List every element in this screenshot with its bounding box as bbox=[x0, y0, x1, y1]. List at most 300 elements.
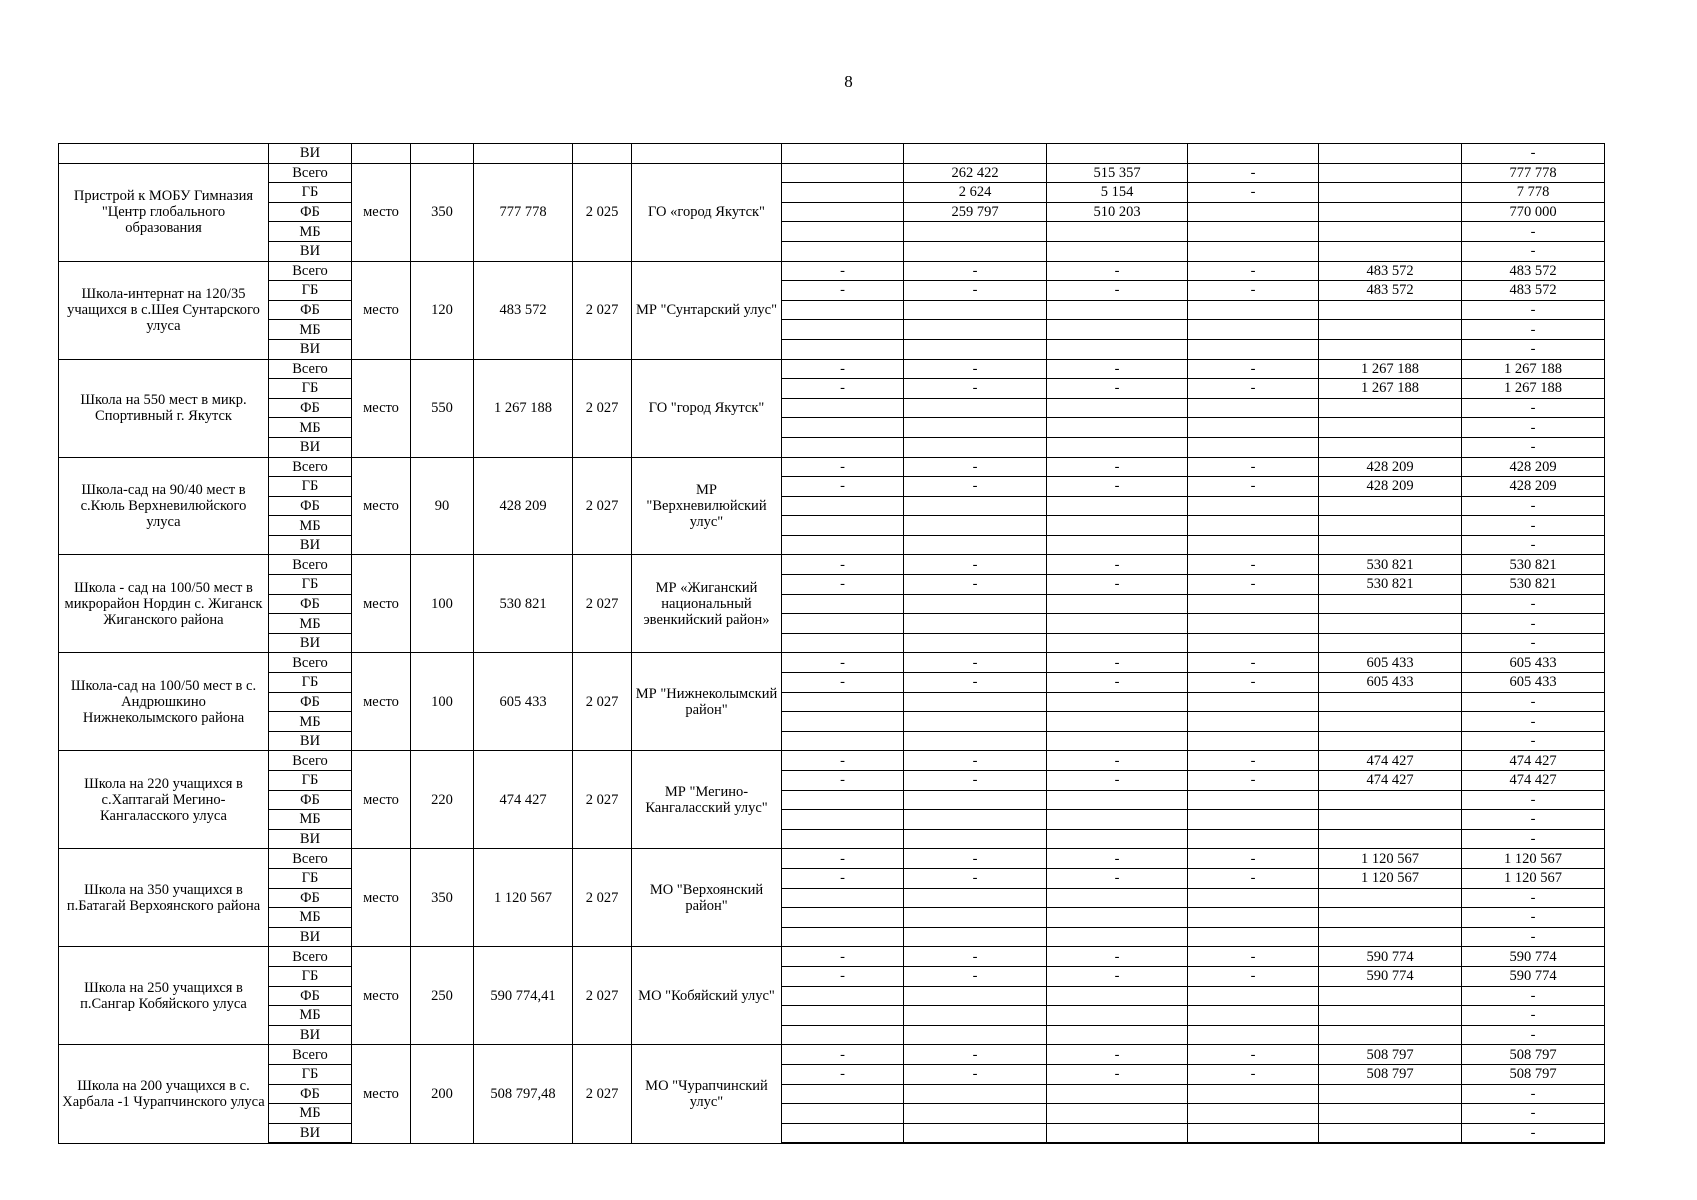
value-cell: - bbox=[782, 281, 904, 301]
project-name-cell: Школа - сад на 100/50 мест в микрорайон Нордин с. Жиганск Жиганского района bbox=[59, 555, 269, 653]
value-cell: 590 774 bbox=[1319, 947, 1462, 967]
total-cell: 1 267 188 bbox=[1462, 379, 1605, 399]
value-cell bbox=[1188, 633, 1319, 653]
table-row bbox=[59, 888, 1605, 908]
value-cell bbox=[1319, 437, 1462, 457]
table-row bbox=[59, 868, 1605, 888]
table-row bbox=[59, 614, 1605, 634]
funding-source-cell: МБ bbox=[269, 222, 352, 242]
value-cell: - bbox=[1047, 457, 1188, 477]
municipality-cell: МР "Сунтарский улус" bbox=[632, 261, 782, 359]
funding-source-cell: ФБ bbox=[269, 496, 352, 516]
cost-cell: 474 427 bbox=[474, 751, 573, 849]
value-cell: - bbox=[904, 1064, 1047, 1084]
value-cell bbox=[904, 1104, 1047, 1124]
funding-source-cell: ГБ bbox=[269, 771, 352, 791]
value-cell: 530 821 bbox=[1319, 555, 1462, 575]
value-cell bbox=[782, 829, 904, 849]
value-cell bbox=[782, 908, 904, 928]
value-cell: - bbox=[904, 751, 1047, 771]
funding-source-cell: ГБ bbox=[269, 673, 352, 693]
value-cell: - bbox=[782, 849, 904, 869]
value-cell bbox=[782, 1084, 904, 1104]
value-cell bbox=[1188, 437, 1319, 457]
table-row bbox=[59, 927, 1605, 947]
value-cell: - bbox=[782, 966, 904, 986]
total-cell: 530 821 bbox=[1462, 555, 1605, 575]
value-cell: - bbox=[1188, 477, 1319, 497]
value-cell: 605 433 bbox=[1319, 673, 1462, 693]
value-cell bbox=[782, 594, 904, 614]
value-cell bbox=[1188, 339, 1319, 359]
value-cell: - bbox=[1188, 771, 1319, 791]
value-cell: 605 433 bbox=[1319, 653, 1462, 673]
capacity-cell: 100 bbox=[411, 653, 474, 751]
year-cell bbox=[573, 144, 632, 164]
funding-source-cell: Всего bbox=[269, 261, 352, 281]
value-cell bbox=[904, 437, 1047, 457]
value-cell: - bbox=[1188, 379, 1319, 399]
value-cell: - bbox=[782, 359, 904, 379]
project-name-cell: Пристрой к МОБУ Гимназия "Центр глобального образования bbox=[59, 163, 269, 261]
funding-source-cell: Всего bbox=[269, 947, 352, 967]
capacity-cell: 120 bbox=[411, 261, 474, 359]
table-row bbox=[59, 771, 1605, 791]
value-cell bbox=[1319, 222, 1462, 242]
funding-source-cell: МБ bbox=[269, 614, 352, 634]
value-cell bbox=[782, 437, 904, 457]
value-cell bbox=[904, 418, 1047, 438]
value-cell bbox=[782, 1006, 904, 1026]
value-cell bbox=[1188, 986, 1319, 1006]
value-cell: 259 797 bbox=[904, 202, 1047, 222]
value-cell: - bbox=[1188, 966, 1319, 986]
value-cell: - bbox=[1188, 359, 1319, 379]
year-cell: 2 027 bbox=[573, 261, 632, 359]
table-row bbox=[59, 947, 1605, 967]
funding-source-cell: ФБ bbox=[269, 986, 352, 1006]
funding-source-cell: ГБ bbox=[269, 575, 352, 595]
value-cell bbox=[1047, 712, 1188, 732]
municipality-cell bbox=[632, 144, 782, 164]
unit-cell: место bbox=[352, 849, 411, 947]
value-cell bbox=[1319, 418, 1462, 438]
table-row bbox=[59, 261, 1605, 281]
table-row bbox=[59, 418, 1605, 438]
total-cell: - bbox=[1462, 496, 1605, 516]
value-cell: - bbox=[782, 575, 904, 595]
value-cell bbox=[1047, 339, 1188, 359]
value-cell bbox=[1319, 496, 1462, 516]
value-cell: - bbox=[1188, 1064, 1319, 1084]
value-cell bbox=[1047, 810, 1188, 830]
value-cell: - bbox=[782, 947, 904, 967]
table-row bbox=[59, 359, 1605, 379]
value-cell: - bbox=[1188, 163, 1319, 183]
total-cell: - bbox=[1462, 1084, 1605, 1104]
value-cell bbox=[1188, 320, 1319, 340]
value-cell bbox=[1319, 1006, 1462, 1026]
table-row bbox=[59, 712, 1605, 732]
unit-cell: место bbox=[352, 751, 411, 849]
total-cell: - bbox=[1462, 1006, 1605, 1026]
value-cell bbox=[904, 1084, 1047, 1104]
value-cell: - bbox=[904, 868, 1047, 888]
table-row bbox=[59, 966, 1605, 986]
value-cell bbox=[904, 829, 1047, 849]
project-name-cell: Школа-интернат на 120/35 учащихся в с.Шея Сунтарского улуса bbox=[59, 261, 269, 359]
capacity-cell: 250 bbox=[411, 947, 474, 1045]
value-cell bbox=[1188, 300, 1319, 320]
year-cell: 2 027 bbox=[573, 359, 632, 457]
total-cell: 508 797 bbox=[1462, 1064, 1605, 1084]
value-cell bbox=[1319, 633, 1462, 653]
funding-source-cell: Всего bbox=[269, 653, 352, 673]
municipality-cell: МР "Нижнеколымский район" bbox=[632, 653, 782, 751]
year-cell: 2 027 bbox=[573, 1045, 632, 1143]
value-cell: 590 774 bbox=[1319, 966, 1462, 986]
value-cell bbox=[1319, 183, 1462, 203]
total-cell: - bbox=[1462, 144, 1605, 164]
value-cell: - bbox=[904, 457, 1047, 477]
funding-source-cell: ФБ bbox=[269, 398, 352, 418]
unit-cell: место bbox=[352, 163, 411, 261]
value-cell bbox=[782, 712, 904, 732]
total-cell: - bbox=[1462, 1123, 1605, 1143]
value-cell bbox=[782, 731, 904, 751]
cost-cell bbox=[474, 144, 573, 164]
value-cell bbox=[1047, 1084, 1188, 1104]
value-cell: - bbox=[782, 771, 904, 791]
table-row bbox=[59, 986, 1605, 1006]
value-cell bbox=[1319, 790, 1462, 810]
value-cell: - bbox=[782, 1045, 904, 1065]
value-cell bbox=[1047, 614, 1188, 634]
funding-source-cell: МБ bbox=[269, 1104, 352, 1124]
value-cell bbox=[1319, 810, 1462, 830]
value-cell bbox=[782, 1123, 904, 1143]
total-cell: - bbox=[1462, 418, 1605, 438]
table-row bbox=[59, 829, 1605, 849]
budget-table bbox=[58, 143, 1605, 1144]
table-row bbox=[59, 241, 1605, 261]
value-cell bbox=[782, 496, 904, 516]
funding-source-cell: ГБ bbox=[269, 379, 352, 399]
total-cell: - bbox=[1462, 1104, 1605, 1124]
value-cell bbox=[1047, 1025, 1188, 1045]
total-cell: 508 797 bbox=[1462, 1045, 1605, 1065]
value-cell bbox=[1047, 300, 1188, 320]
value-cell bbox=[1319, 202, 1462, 222]
value-cell: 1 120 567 bbox=[1319, 849, 1462, 869]
value-cell bbox=[1047, 829, 1188, 849]
value-cell bbox=[1188, 535, 1319, 555]
value-cell: - bbox=[1188, 183, 1319, 203]
total-cell: 1 267 188 bbox=[1462, 359, 1605, 379]
value-cell: - bbox=[904, 477, 1047, 497]
value-cell bbox=[904, 712, 1047, 732]
value-cell bbox=[782, 1104, 904, 1124]
funding-source-cell: ФБ bbox=[269, 1084, 352, 1104]
value-cell bbox=[1047, 888, 1188, 908]
value-cell bbox=[904, 790, 1047, 810]
value-cell bbox=[904, 222, 1047, 242]
value-cell bbox=[1047, 1104, 1188, 1124]
cost-cell: 1 120 567 bbox=[474, 849, 573, 947]
value-cell bbox=[782, 202, 904, 222]
value-cell bbox=[1047, 535, 1188, 555]
value-cell bbox=[1188, 1084, 1319, 1104]
total-cell: - bbox=[1462, 614, 1605, 634]
value-cell bbox=[782, 535, 904, 555]
total-cell: 474 427 bbox=[1462, 751, 1605, 771]
value-cell bbox=[1319, 908, 1462, 928]
cost-cell: 605 433 bbox=[474, 653, 573, 751]
funding-source-cell: Всего bbox=[269, 359, 352, 379]
funding-source-cell: ГБ bbox=[269, 477, 352, 497]
value-cell bbox=[1047, 986, 1188, 1006]
table-row bbox=[59, 477, 1605, 497]
value-cell bbox=[904, 633, 1047, 653]
value-cell bbox=[904, 1025, 1047, 1045]
funding-source-cell: ВИ bbox=[269, 927, 352, 947]
funding-source-cell: Всего bbox=[269, 849, 352, 869]
value-cell bbox=[1188, 398, 1319, 418]
value-cell bbox=[904, 320, 1047, 340]
value-cell bbox=[904, 810, 1047, 830]
value-cell bbox=[1319, 888, 1462, 908]
value-cell bbox=[1047, 731, 1188, 751]
project-name-cell: Школа на 350 учащихся в п.Батагай Верхоянского района bbox=[59, 849, 269, 947]
cost-cell: 428 209 bbox=[474, 457, 573, 555]
value-cell: - bbox=[904, 359, 1047, 379]
value-cell bbox=[904, 731, 1047, 751]
value-cell: - bbox=[1188, 1045, 1319, 1065]
funding-source-cell: ВИ bbox=[269, 731, 352, 751]
table-row bbox=[59, 594, 1605, 614]
value-cell: - bbox=[904, 575, 1047, 595]
value-cell: 1 267 188 bbox=[1319, 379, 1462, 399]
table-row bbox=[59, 633, 1605, 653]
value-cell bbox=[1319, 986, 1462, 1006]
value-cell bbox=[904, 908, 1047, 928]
value-cell: - bbox=[904, 379, 1047, 399]
table-row bbox=[59, 163, 1605, 183]
funding-source-cell: ГБ bbox=[269, 281, 352, 301]
cost-cell: 508 797,48 bbox=[474, 1045, 573, 1143]
page-number: 8 bbox=[844, 72, 853, 91]
value-cell bbox=[1188, 692, 1319, 712]
value-cell bbox=[1319, 535, 1462, 555]
value-cell bbox=[1188, 496, 1319, 516]
value-cell: - bbox=[1047, 555, 1188, 575]
value-cell: - bbox=[904, 555, 1047, 575]
total-cell: 428 209 bbox=[1462, 457, 1605, 477]
value-cell bbox=[782, 986, 904, 1006]
value-cell: - bbox=[1047, 379, 1188, 399]
value-cell: - bbox=[782, 751, 904, 771]
municipality-cell: МО "Чурапчинский улус" bbox=[632, 1045, 782, 1143]
total-cell: 1 120 567 bbox=[1462, 868, 1605, 888]
value-cell: - bbox=[904, 281, 1047, 301]
unit-cell: место bbox=[352, 359, 411, 457]
project-name-cell: Школа на 250 учащихся в п.Сангар Кобяйского улуса bbox=[59, 947, 269, 1045]
value-cell: - bbox=[1188, 261, 1319, 281]
value-cell bbox=[782, 1025, 904, 1045]
value-cell: - bbox=[1047, 771, 1188, 791]
municipality-cell: ГО "город Якутск" bbox=[632, 359, 782, 457]
value-cell bbox=[1188, 829, 1319, 849]
table-row bbox=[59, 908, 1605, 928]
table-row bbox=[59, 1123, 1605, 1143]
total-cell: - bbox=[1462, 398, 1605, 418]
value-cell bbox=[1188, 790, 1319, 810]
table-row bbox=[59, 849, 1605, 869]
value-cell bbox=[1188, 144, 1319, 164]
value-cell bbox=[904, 144, 1047, 164]
value-cell bbox=[1047, 398, 1188, 418]
funding-source-cell: ВИ bbox=[269, 339, 352, 359]
funding-source-cell: ФБ bbox=[269, 692, 352, 712]
funding-source-cell: ГБ bbox=[269, 966, 352, 986]
funding-source-cell: МБ bbox=[269, 516, 352, 536]
total-cell: 590 774 bbox=[1462, 966, 1605, 986]
value-cell bbox=[904, 614, 1047, 634]
table-row bbox=[59, 1025, 1605, 1045]
funding-source-cell: ФБ bbox=[269, 202, 352, 222]
value-cell: - bbox=[1188, 947, 1319, 967]
value-cell bbox=[904, 535, 1047, 555]
value-cell bbox=[782, 320, 904, 340]
value-cell: - bbox=[904, 947, 1047, 967]
value-cell: 515 357 bbox=[1047, 163, 1188, 183]
total-cell: - bbox=[1462, 810, 1605, 830]
value-cell bbox=[782, 339, 904, 359]
unit-cell bbox=[352, 144, 411, 164]
total-cell: - bbox=[1462, 633, 1605, 653]
value-cell bbox=[1188, 1006, 1319, 1026]
value-cell bbox=[1319, 692, 1462, 712]
value-cell bbox=[782, 888, 904, 908]
value-cell: - bbox=[1047, 868, 1188, 888]
value-cell: - bbox=[1047, 1064, 1188, 1084]
unit-cell: место bbox=[352, 555, 411, 653]
capacity-cell: 90 bbox=[411, 457, 474, 555]
value-cell: - bbox=[1047, 281, 1188, 301]
value-cell: - bbox=[782, 477, 904, 497]
year-cell: 2 027 bbox=[573, 653, 632, 751]
value-cell bbox=[1319, 398, 1462, 418]
funding-source-cell: Всего bbox=[269, 751, 352, 771]
funding-source-cell: ФБ bbox=[269, 300, 352, 320]
unit-cell: место bbox=[352, 1045, 411, 1143]
funding-source-cell: ВИ bbox=[269, 144, 352, 164]
total-cell: - bbox=[1462, 437, 1605, 457]
value-cell: 1 267 188 bbox=[1319, 359, 1462, 379]
year-cell: 2 027 bbox=[573, 849, 632, 947]
total-cell: 605 433 bbox=[1462, 653, 1605, 673]
value-cell bbox=[1188, 594, 1319, 614]
funding-source-cell: ФБ bbox=[269, 790, 352, 810]
value-cell: 262 422 bbox=[904, 163, 1047, 183]
value-cell: - bbox=[1188, 457, 1319, 477]
value-cell bbox=[1319, 1123, 1462, 1143]
municipality-cell: ГО «город Якутск" bbox=[632, 163, 782, 261]
table-row bbox=[59, 202, 1605, 222]
table-row bbox=[59, 1084, 1605, 1104]
funding-source-cell: МБ bbox=[269, 712, 352, 732]
funding-source-cell: Всего bbox=[269, 555, 352, 575]
value-cell bbox=[1188, 908, 1319, 928]
total-cell: 530 821 bbox=[1462, 575, 1605, 595]
municipality-cell: МО "Кобяйский улус" bbox=[632, 947, 782, 1045]
value-cell: 428 209 bbox=[1319, 457, 1462, 477]
capacity-cell: 350 bbox=[411, 163, 474, 261]
total-cell: 1 120 567 bbox=[1462, 849, 1605, 869]
value-cell bbox=[904, 888, 1047, 908]
funding-source-cell: ВИ bbox=[269, 1025, 352, 1045]
project-name-cell bbox=[59, 144, 269, 164]
value-cell: 483 572 bbox=[1319, 281, 1462, 301]
total-cell: - bbox=[1462, 594, 1605, 614]
value-cell: - bbox=[1188, 868, 1319, 888]
value-cell bbox=[1188, 810, 1319, 830]
total-cell: - bbox=[1462, 516, 1605, 536]
total-cell: - bbox=[1462, 222, 1605, 242]
funding-source-cell: Всего bbox=[269, 1045, 352, 1065]
total-cell: - bbox=[1462, 731, 1605, 751]
value-cell bbox=[1319, 731, 1462, 751]
value-cell bbox=[1047, 418, 1188, 438]
value-cell: - bbox=[1188, 673, 1319, 693]
funding-source-cell: МБ bbox=[269, 810, 352, 830]
table-row bbox=[59, 516, 1605, 536]
municipality-cell: МР «Жиганский национальный эвенкийский район» bbox=[632, 555, 782, 653]
value-cell bbox=[1047, 927, 1188, 947]
value-cell bbox=[1319, 320, 1462, 340]
funding-source-cell: ВИ bbox=[269, 633, 352, 653]
funding-source-cell: ВИ bbox=[269, 437, 352, 457]
table-row bbox=[59, 222, 1605, 242]
table-row bbox=[59, 1045, 1605, 1065]
funding-source-cell: ГБ bbox=[269, 1064, 352, 1084]
funding-source-cell: ВИ bbox=[269, 829, 352, 849]
table-row bbox=[59, 790, 1605, 810]
funding-source-cell: МБ bbox=[269, 1006, 352, 1026]
total-cell: 777 778 bbox=[1462, 163, 1605, 183]
project-name-cell: Школа на 550 мест в микр. Спортивный г. Якутск bbox=[59, 359, 269, 457]
table-row bbox=[59, 457, 1605, 477]
value-cell bbox=[1319, 163, 1462, 183]
project-name-cell: Школа-сад на 100/50 мест в с. Андрюшкино Нижнеколымского района bbox=[59, 653, 269, 751]
value-cell bbox=[782, 692, 904, 712]
funding-source-cell: ГБ bbox=[269, 183, 352, 203]
value-cell bbox=[782, 163, 904, 183]
value-cell bbox=[904, 927, 1047, 947]
funding-source-cell: МБ bbox=[269, 908, 352, 928]
value-cell bbox=[1188, 731, 1319, 751]
value-cell bbox=[1188, 1104, 1319, 1124]
value-cell bbox=[904, 1006, 1047, 1026]
value-cell bbox=[1188, 927, 1319, 947]
value-cell bbox=[1319, 300, 1462, 320]
funding-source-cell: МБ bbox=[269, 418, 352, 438]
value-cell bbox=[1319, 927, 1462, 947]
value-cell: 428 209 bbox=[1319, 477, 1462, 497]
value-cell: 508 797 bbox=[1319, 1064, 1462, 1084]
value-cell: - bbox=[1047, 1045, 1188, 1065]
value-cell bbox=[782, 241, 904, 261]
